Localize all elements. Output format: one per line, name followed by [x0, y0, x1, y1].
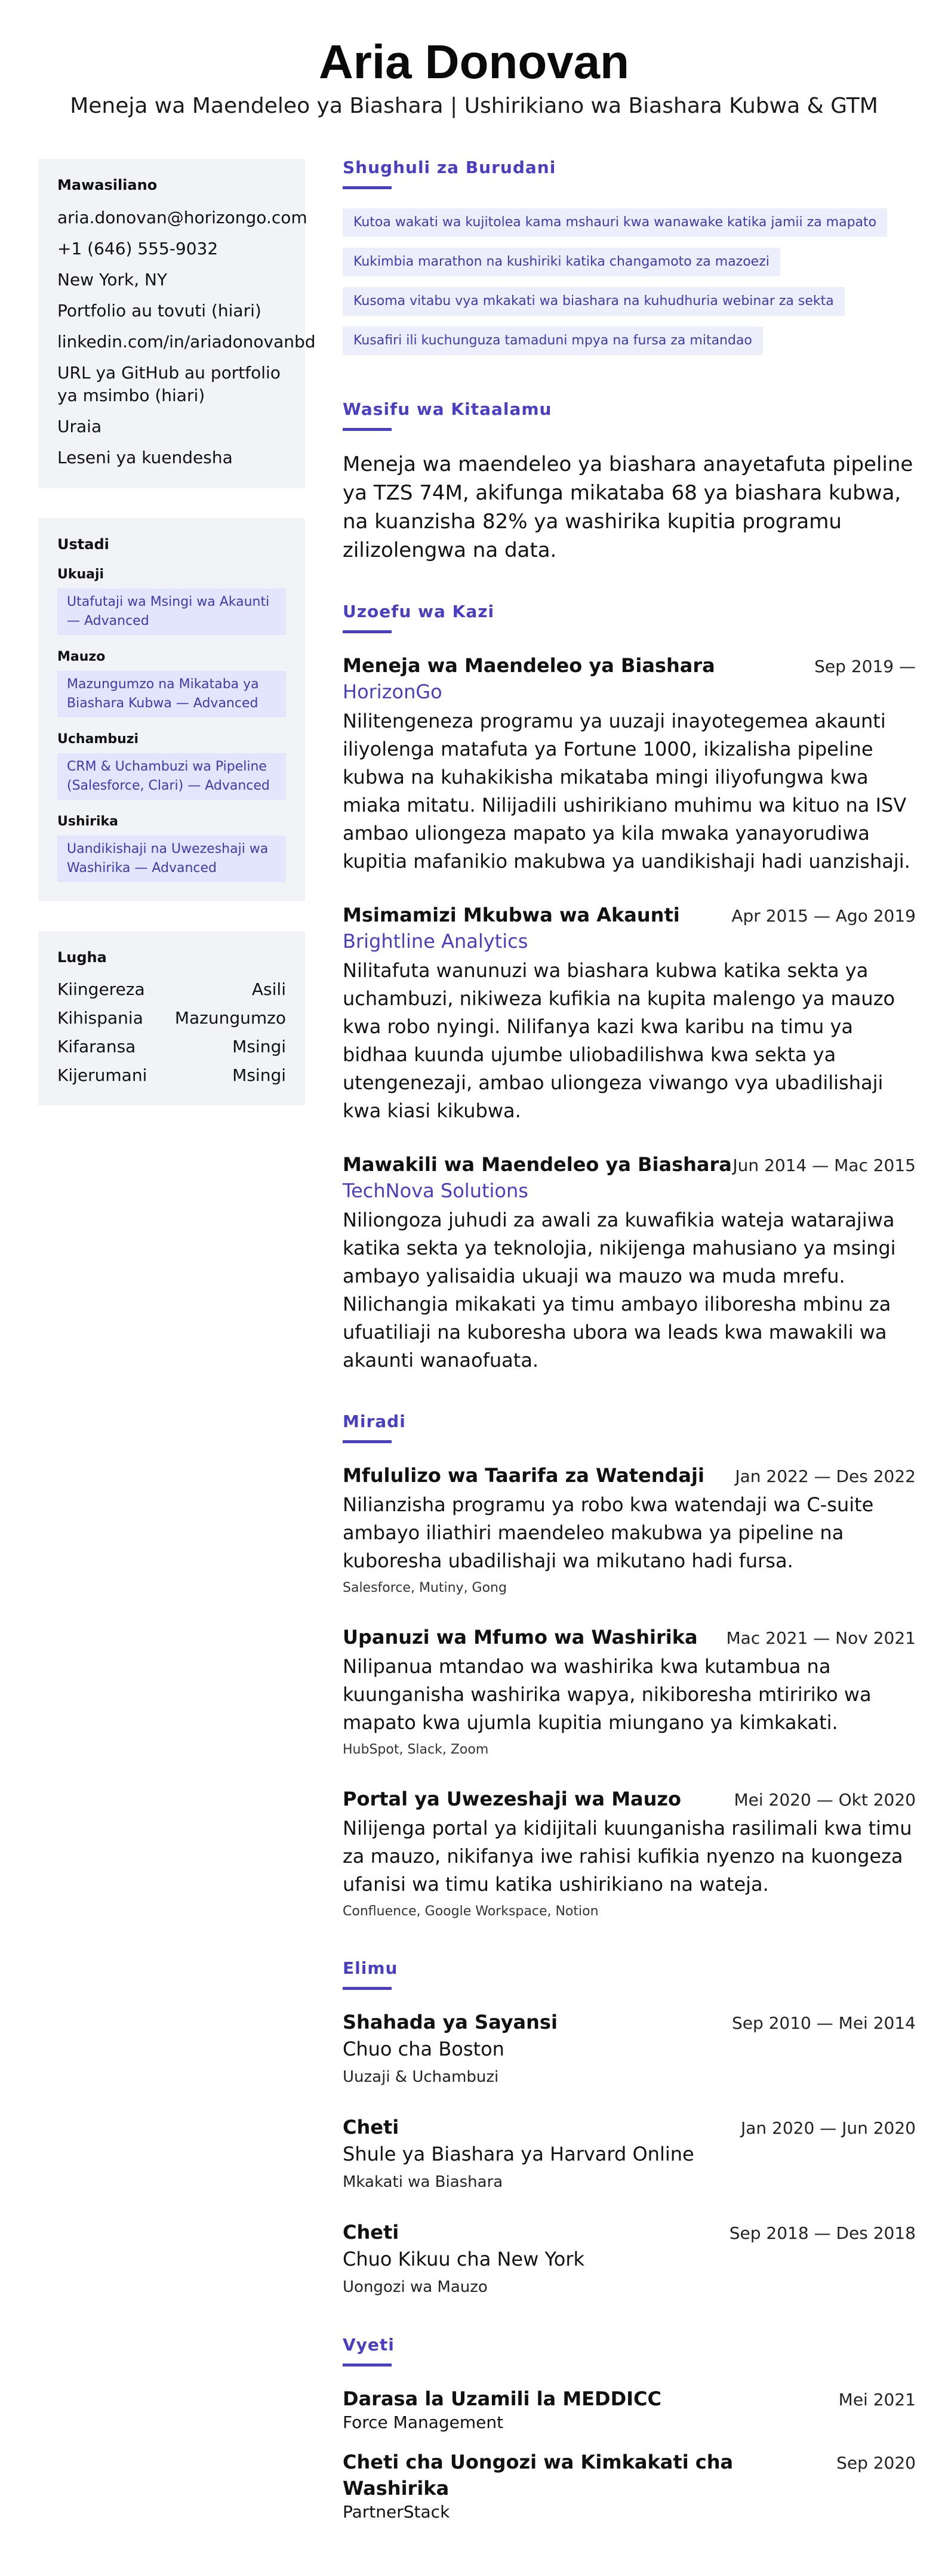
resume-header [0, 33, 948, 121]
project-entry [343, 1624, 916, 1760]
languages-title: Lugha [57, 949, 107, 966]
project-date: Mei 2020 — Okt 2020 [734, 1790, 916, 1810]
certificate-name: Darasa la Uzamili la MEDDICC [343, 2387, 662, 2410]
contact-driving-license: Leseni ya kuendesha [57, 448, 233, 467]
candidate-name: Aria Donovan [318, 35, 630, 88]
company-name: TechNova Solutions [343, 1179, 528, 1202]
experience-section [343, 600, 916, 1375]
contact-title: Mawasiliano [57, 177, 158, 193]
contact-list [57, 207, 316, 469]
activity-chip: Kusafiri ili kuchunguza tamaduni mpya na fursa za mitandao [343, 326, 763, 355]
education-date: Jan 2020 — Jun 2020 [740, 2118, 916, 2138]
job-date: Jun 2014 — Mac 2015 [732, 1155, 916, 1175]
language-row [57, 1065, 286, 1086]
certificate-name: Cheti cha Uongozi wa Kimkakati cha Washirika [343, 2451, 734, 2500]
skill-group-title: Ukuaji [57, 567, 104, 582]
skill-chip: Mazungumzo na Mikataba ya Biashara Kubwa — Advanced [57, 671, 286, 717]
degree-title: Cheti [343, 2116, 399, 2139]
job-date: Sep 2019 — [814, 657, 916, 676]
company-name: Brightline Analytics [343, 930, 528, 953]
skill-group-title: Uchambuzi [57, 732, 139, 747]
job-description: Niliongoza juhudi za awali za kuwafikia wateja watarajiwa katika sekta ya teknolojia, nikijenga mahusiano ya msingi ambayo yalisaidia ukuaji wa mauzo wa muda mrefu. Nilichangia mikakati ya timu ambayo iliboresha mbinu za ufuatiliaji na kuboresha ubora wa leads kwa mawakili wa akaunti wanaofuata. [343, 1209, 896, 1372]
projects-section [343, 1410, 916, 1921]
language-level: Msingi [232, 1065, 286, 1085]
language-level: Msingi [232, 1037, 286, 1056]
skill-group [57, 566, 286, 635]
job-description: Nilitafuta wanunuzi wa biashara kubwa katika sekta ya uchambuzi, nikiweza kufikia na kupita malengo ya mauzo kwa robo nyingi. Nilifanya kazi kwa karibu na timu ya bidhaa kuunda ujumbe uliobadilishwa kwa sekta ya utengenezaji, ambao uliongeza viwango vya ubadilishaji kwa kiasi kikubwa. [343, 959, 895, 1122]
contact-github: URL ya GitHub au portfolio ya msimbo (hiari) [57, 363, 281, 405]
experience-entry [343, 652, 916, 876]
certificates-section [343, 2334, 916, 2523]
candidate-headline: Meneja wa Maendeleo ya Biashara | Ushirikiano wa Biashara Kubwa & GTM [70, 94, 878, 118]
section-title: Elimu [343, 1958, 398, 1978]
contact-linkedin: linkedin.com/in/ariadonovanbd [57, 332, 316, 352]
section-title: Shughuli za Burudani [343, 158, 556, 177]
education-section [343, 1957, 916, 2298]
language-row [57, 1036, 286, 1058]
project-date: Jan 2022 — Des 2022 [735, 1466, 916, 1486]
job-title: Msimamizi Mkubwa wa Akaunti [343, 904, 680, 926]
skill-chip: CRM & Uchambuzi wa Pipeline (Salesforce, Clari) — Advanced [57, 753, 286, 800]
activity-chip: Kutoa wakati wa kujitolea kama mshauri kwa wanawake katika jamii za mapato [343, 208, 887, 237]
school-name: Shule ya Biashara ya Harvard Online [343, 2143, 694, 2165]
language-name: Kiingereza [57, 979, 145, 999]
certificate-issuer: PartnerStack [343, 2502, 450, 2522]
contact-email: aria.donovan@horizongo.com [57, 208, 307, 227]
section-title: Vyeti [343, 2335, 395, 2355]
contact-portfolio: Portfolio au tovuti (hiari) [57, 301, 261, 321]
section-divider [343, 428, 392, 431]
education-entry [343, 2114, 916, 2193]
project-entry [343, 1786, 916, 1921]
language-name: Kihispania [57, 1008, 143, 1028]
section-divider [343, 1987, 392, 1990]
language-row [57, 1007, 286, 1029]
project-tools: HubSpot, Slack, Zoom [343, 1742, 489, 1757]
school-name: Chuo cha Boston [343, 2038, 504, 2060]
section-divider [343, 1440, 392, 1443]
company-name: HorizonGo [343, 680, 442, 703]
project-tools: Confluence, Google Workspace, Notion [343, 1904, 599, 1919]
project-date: Mac 2021 — Nov 2021 [726, 1628, 916, 1648]
skill-chip: Utafutaji wa Msingi wa Akaunti — Advanced [57, 588, 286, 635]
study-field: Uongozi wa Mauzo [343, 2278, 488, 2296]
main-column [343, 156, 916, 2559]
project-description: Nilianzisha programu ya robo kwa watendaji wa C-suite ambayo iliathiri maendeleo makubwa ya pipeline na kuboresha ubadilishaji wa mikutano hadi fursa. [343, 1493, 874, 1572]
activities-section [343, 156, 916, 366]
project-title: Portal ya Uwezeshaji wa Mauzo [343, 1788, 682, 1810]
certificate-entry [343, 2386, 916, 2433]
education-date: Sep 2010 — Mei 2014 [731, 2013, 916, 2033]
skill-chip: Uandikishaji na Uwezeshaji wa Washirika — Advanced [57, 836, 286, 882]
summary-section [343, 398, 916, 565]
activity-list [343, 208, 916, 366]
section-title: Wasifu wa Kitaalamu [343, 399, 552, 419]
skills-card [38, 518, 305, 901]
language-level: Asili [251, 979, 286, 999]
project-tools: Salesforce, Mutiny, Gong [343, 1580, 507, 1595]
language-name: Kifaransa [57, 1037, 136, 1056]
skills-title: Ustadi [57, 536, 109, 553]
experience-entry [343, 1151, 916, 1375]
section-divider [343, 630, 392, 633]
skill-group [57, 648, 286, 717]
school-name: Chuo Kikuu cha New York [343, 2248, 584, 2270]
degree-title: Shahada ya Sayansi [343, 2011, 558, 2033]
experience-entry [343, 902, 916, 1125]
section-divider [343, 2364, 392, 2367]
project-description: Nilijenga portal ya kidijitali kuunganisha rasilimali kwa timu za mauzo, nikifanya iwe rahisi kufikia nyenzo na kuongeza ufanisi wa timu katika ushirikiano na wateja. [343, 1817, 912, 1896]
job-title: Meneja wa Maendeleo ya Biashara [343, 654, 715, 677]
certificate-entry [343, 2449, 916, 2523]
skill-group [57, 731, 286, 800]
contact-card [38, 159, 316, 488]
skill-group [57, 813, 286, 882]
degree-title: Cheti [343, 2221, 399, 2244]
study-field: Uuzaji & Uchambuzi [343, 2068, 499, 2086]
summary-text: Meneja wa maendeleo ya biashara anayetafuta pipeline ya TZS 74M, akifunga mikataba 68 ya biashara kubwa, na kuanzisha 82% ya washirika kupitia programu zilizolengwa na data. [343, 452, 913, 562]
study-field: Mkakati wa Biashara [343, 2173, 503, 2191]
section-divider [343, 186, 392, 189]
language-name: Kijerumani [57, 1065, 147, 1085]
certificate-date: Sep 2020 [836, 2453, 916, 2473]
project-title: Upanuzi wa Mfumo wa Washirika [343, 1626, 698, 1648]
language-row [57, 979, 286, 1000]
job-date: Apr 2015 — Ago 2019 [731, 906, 916, 926]
project-entry [343, 1462, 916, 1598]
education-entry [343, 2219, 916, 2298]
language-level: Mazungumzo [174, 1008, 286, 1028]
education-date: Sep 2018 — Des 2018 [729, 2223, 916, 2243]
skill-group-title: Ushirika [57, 814, 119, 829]
sidebar [38, 159, 316, 1135]
section-title: Miradi [343, 1412, 406, 1431]
certificate-date: Mei 2021 [838, 2390, 916, 2409]
certificate-issuer: Force Management [343, 2412, 504, 2432]
contact-citizenship: Uraia [57, 417, 102, 436]
section-title: Uzoefu wa Kazi [343, 602, 495, 621]
activity-chip: Kukimbia marathon na kushiriki katika changamoto za mazoezi [343, 248, 780, 276]
job-description: Nilitengeneza programu ya uuzaji inayotegemea akaunti iliyolenga matafuta ya Fortune 1000, ikizalisha pipeline kubwa na kuhakikisha mikataba mingi iliyofungwa kwa miaka mitatu. Nilijadili ushirikiano muhimu wa kituo na ISV ambao uliongeza mapato ya kila mwaka yanayorudiwa kupitia mafanikio makubwa ya uandikishaji hadi uanzishaji. [343, 710, 910, 873]
skill-group-title: Mauzo [57, 649, 106, 664]
project-title: Mfululizo wa Taarifa za Watendaji [343, 1464, 704, 1487]
contact-phone: +1 (646) 555-9032 [57, 239, 218, 258]
job-title: Mawakili wa Maendeleo ya Biashara [343, 1153, 732, 1176]
education-entry [343, 2009, 916, 2088]
languages-card [38, 931, 305, 1105]
contact-location: New York, NY [57, 270, 168, 289]
project-description: Nilipanua mtandao wa washirika kwa kutambua na kuunganisha washirika wapya, nikiboresha mtiririko wa mapato kwa ujumla kupitia miungano ya kimkakati. [343, 1655, 872, 1734]
activity-chip: Kusoma vitabu vya mkakati wa biashara na kuhudhuria webinar za sekta [343, 287, 845, 316]
